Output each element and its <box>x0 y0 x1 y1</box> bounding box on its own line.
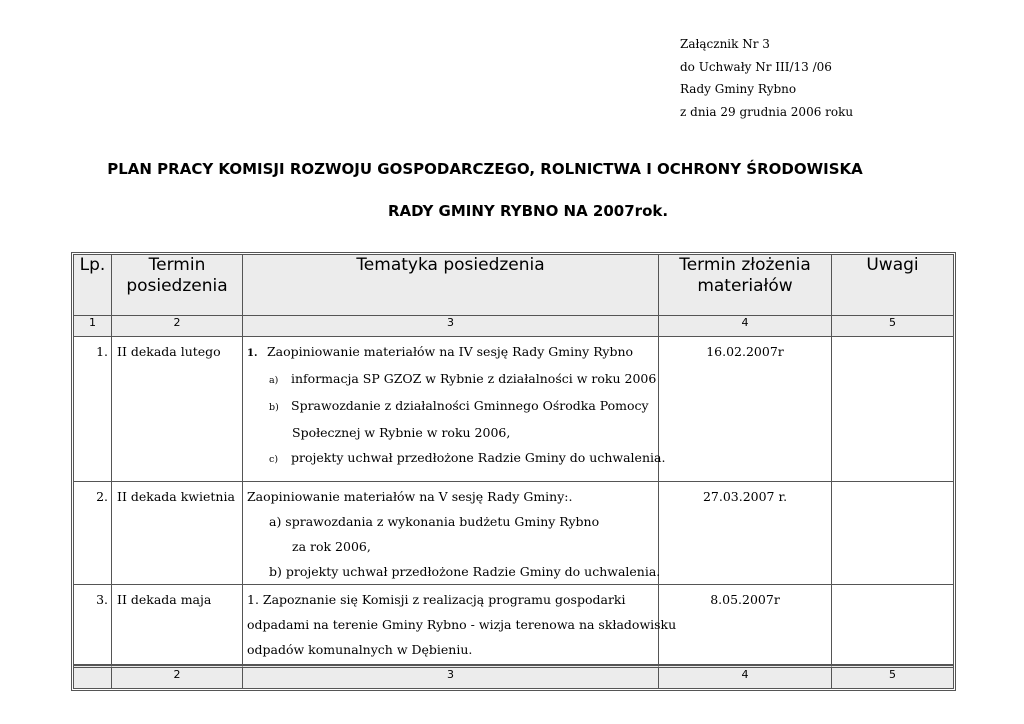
annex-line-3: Rady Gminy Rybno <box>680 82 797 96</box>
row-term: II dekada kwietnia <box>112 482 243 585</box>
topic-sub-b <box>247 393 658 420</box>
row-term: II dekada lutego <box>112 337 243 482</box>
sub-c-marker: c) <box>269 454 279 465</box>
footer-number-row <box>74 665 953 688</box>
row-lp: 2. <box>74 482 112 585</box>
row-deadline: 16.02.2007r <box>659 337 832 482</box>
footer-number: 4 <box>659 665 832 688</box>
annex-line-1: Załącznik Nr 3 <box>680 37 770 51</box>
topic-sub-a: a) sprawozdania z wykonania budżetu Gminy Rybno <box>269 514 600 529</box>
column-number: 1 <box>74 316 112 337</box>
annex-line-2: do Uchwały Nr III/13 /06 <box>680 59 832 74</box>
table-row <box>74 585 953 665</box>
footer-number: 3 <box>243 665 659 688</box>
table-row <box>74 482 953 585</box>
row-deadline: 27.03.2007 r. <box>659 482 832 585</box>
header-topic: Tematyka posiedzenia <box>243 255 659 316</box>
row-topic <box>243 337 666 482</box>
work-plan-table <box>71 252 956 691</box>
sub-a-text: informacja SP GZOZ w Rybnie z działalności w roku 2006 <box>291 371 657 386</box>
sub-c-text: projekty uchwał przedłożone Radzie Gminy do uchwalenia. <box>291 450 666 465</box>
topic-line-3: odpadów komunalnych w Dębieniu. <box>247 642 473 657</box>
topic-main: Zaopiniowanie materiałów na IV sesję Rady Gminy Rybno <box>267 344 634 359</box>
document-subtitle: RADY GMINY RYBNO NA 2007rok. <box>387 202 669 220</box>
footer-number-empty <box>74 665 112 688</box>
topic-main-line <box>247 339 658 366</box>
column-number: 2 <box>112 316 243 337</box>
header-notes: Uwagi <box>832 255 953 316</box>
table-row <box>74 337 953 482</box>
topic-sub-b-cont: Społecznej w Rybnie w roku 2006, <box>292 425 511 440</box>
topic-sub-c <box>247 445 666 472</box>
column-number: 3 <box>243 316 659 337</box>
topic-line-1: 1. Zapoznanie się Komisji z realizacją programu gospodarki <box>247 592 626 607</box>
topic-sub-a <box>247 366 658 393</box>
row-notes <box>832 482 953 585</box>
topic-sub-a-cont: za rok 2006, <box>292 539 371 554</box>
footer-number: 5 <box>832 665 953 688</box>
row-deadline: 8.05.2007r <box>659 585 832 665</box>
column-number: 4 <box>659 316 832 337</box>
topic-number-marker: 1. <box>247 348 258 359</box>
column-number-row <box>74 316 953 337</box>
document-title: PLAN PRACY KOMISJI ROZWOJU GOSPODARCZEGO, ROLNICTWA I OCHRONY ŚRODOWISKA <box>107 160 863 178</box>
header-deadline-line2: materiałów <box>697 276 793 296</box>
row-lp: 3. <box>74 585 112 665</box>
row-notes <box>832 337 953 482</box>
header-lp: Lp. <box>74 255 112 316</box>
sub-a-marker: a) <box>269 375 279 386</box>
sub-b-marker: b) <box>269 402 279 413</box>
annex-line-4: z dnia 29 grudnia 2006 roku <box>680 104 854 119</box>
row-term: II dekada maja <box>112 585 243 665</box>
header-term-line2: posiedzenia <box>126 276 228 296</box>
sub-b-text: Sprawozdanie z działalności Gminnego Ośrodka Pomocy <box>291 398 649 413</box>
footer-number: 2 <box>112 665 243 688</box>
annex-header <box>680 33 853 123</box>
topic-main: Zaopiniowanie materiałów na V sesję Rady Gminy:. <box>247 489 573 504</box>
row-lp: 1. <box>74 337 112 482</box>
header-term-line1: Termin <box>148 255 206 275</box>
row-topic <box>243 482 659 585</box>
header-term <box>112 255 243 316</box>
row-notes <box>832 585 953 665</box>
topic-sub-b: b) projekty uchwał przedłożone Radzie Gminy do uchwalenia. <box>269 564 661 579</box>
column-number: 5 <box>832 316 953 337</box>
topic-line-2: odpadami na terenie Gminy Rybno - wizja terenowa na składowisku <box>247 617 677 632</box>
table-header-row <box>74 255 953 316</box>
row-topic <box>243 585 677 665</box>
header-deadline <box>659 255 832 316</box>
header-deadline-line1: Termin złożenia <box>679 255 811 275</box>
